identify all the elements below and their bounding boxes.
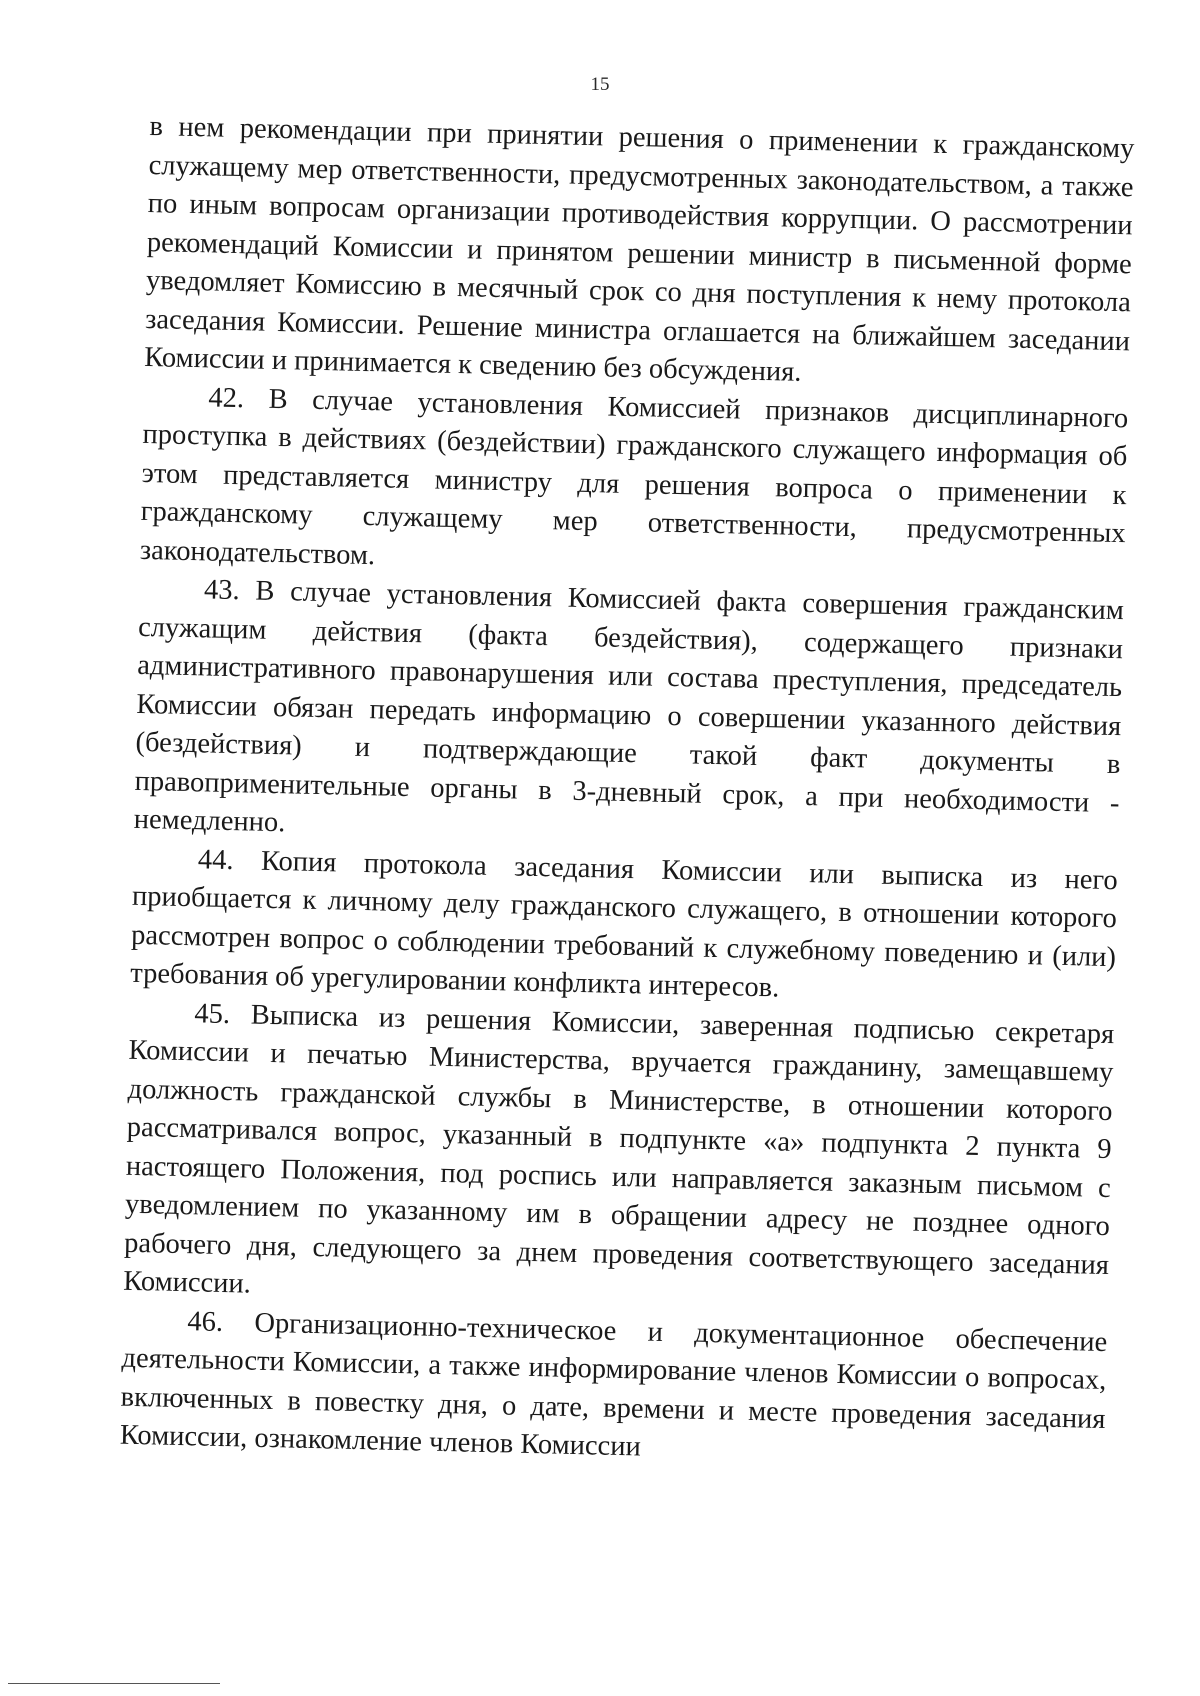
paragraph-46: 46. Организационно-техническое и документационное обеспечение деятельности Комиссии, а также информирование членов Комиссии о вопросах, включенных в повестку дня, о дате, времени и месте проведения заседания Комиссии, ознакомление членов Комиссии <box>119 1305 1108 1463</box>
page-number: 15 <box>590 74 610 95</box>
paragraph-45: 45. Выписка из решения Комиссии, заверенная подписью секретаря Комиссии и печатью Министерства, вручается гражданину, замещавшему должность гражданской службы в Министерстве, в отношении которого рассматривался вопрос, указанный в подпункте «а» подпункта 2 пункта 9 настоящего Положения, под роспись или направляется заказным письмом с уведомлением по указанному им в обращении адресу не позднее одного рабочего дня, следующего за днем проведения соответствующего заседания Комиссии. <box>123 997 1115 1300</box>
paragraph-42: 42. В случае установления Комиссией признаков дисциплинарного проступка в действиях (бездействии) гражданского служащего информация об этом представляется министру для решения вопроса о применении к гражданскому служащему мер ответственности, предусмотренных законодательством. <box>139 381 1129 571</box>
document-body <box>119 108 1134 1478</box>
paragraph-43: 43. В случае установления Комиссией факта совершения гражданским служащим действия (факта бездействия), содержащего признаки административного правонарушения или состава преступления, председатель Комиссии обязан передать информацию о совершении указанного действия (бездействия) и подтверждающие такой факт документы в правоприменительные органы в 3-дневный срок, а при необходимости - немедленно. <box>133 574 1125 839</box>
paragraph-41-continuation: в нем рекомендации при принятии решения о применении к гражданскому служащему мер ответственности, предусмотренных законодательством, а также по иным вопросам организации противодействия коррупции. О рассмотрении рекомендаций Комиссии и принятом решении министр в письменной форме уведомляет Комиссию в месячный срок со дня поступления к нему протокола заседания Комиссии. Решение министра оглашается на ближайшем заседании Комиссии и принимается к сведению без обсуждения. <box>143 110 1135 388</box>
footer-divider <box>8 1683 220 1684</box>
paragraph-44: 44. Копия протокола заседания Комиссии или выписка из него приобщается к личному делу гражданского служащего, в отношении которого рассмотрен вопрос о соблюдении требований к служебному поведению и (или) требования об урегулировании конфликта интересов. <box>130 843 1119 1004</box>
